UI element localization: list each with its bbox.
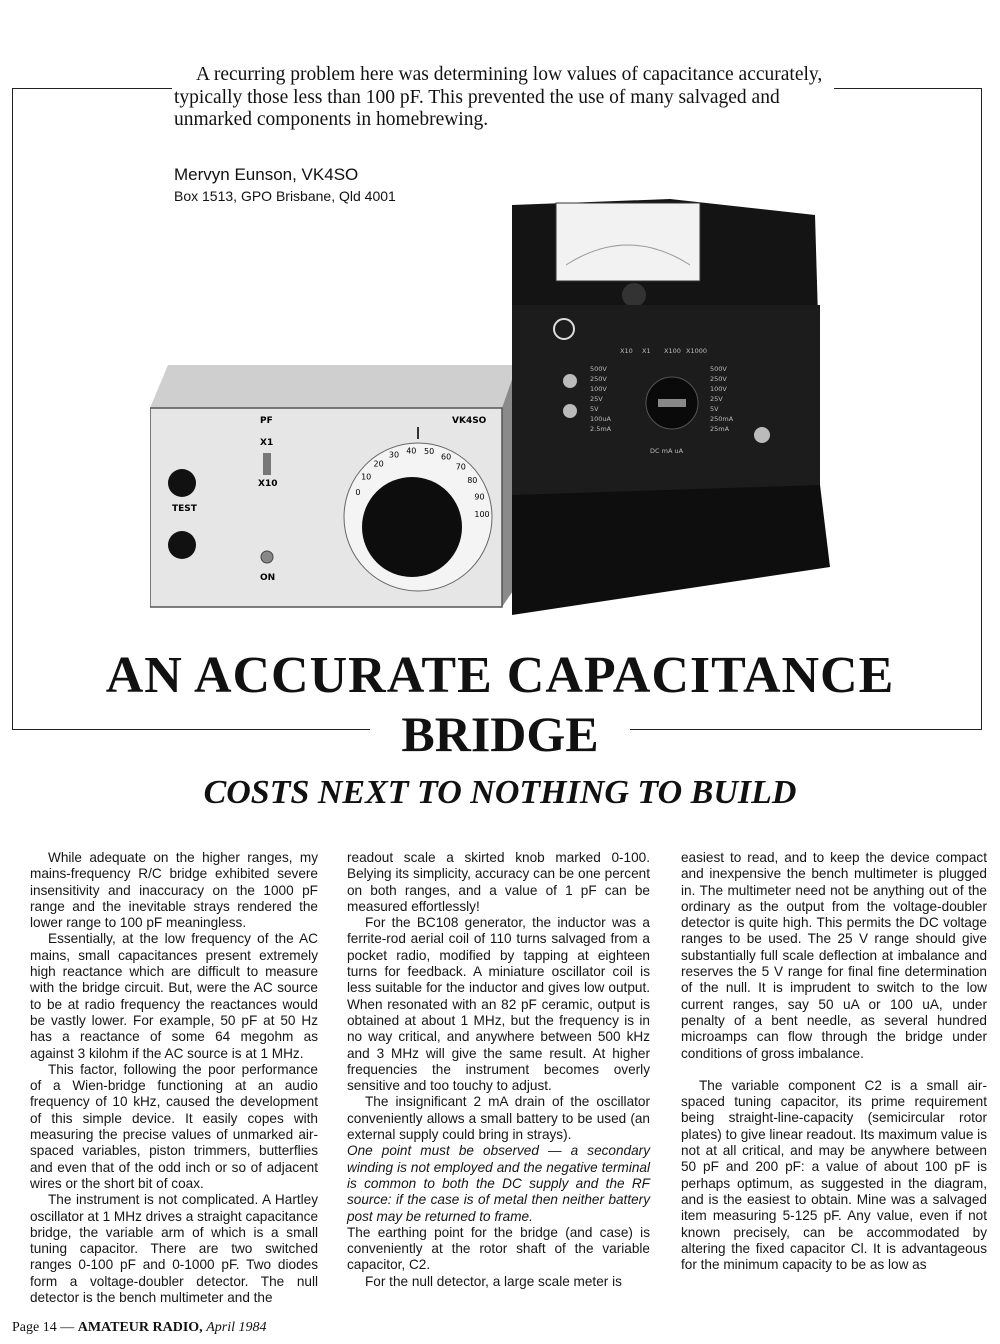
- panel-label-pf: PF: [260, 416, 273, 426]
- box-top: [150, 365, 517, 408]
- dial-scale-label: 50: [424, 447, 435, 456]
- paragraph: readout scale a skirted knob marked 0-100. Belying its simplicity, accuracy can be one percent on both ranges, and a value of 1 pF can be measured effortlessly!: [347, 850, 650, 914]
- meter-range-label: 500V: [710, 365, 727, 373]
- paragraph-gap: [681, 1062, 987, 1078]
- meter-range-label: 250mA: [710, 415, 734, 423]
- meter-range-label: 100uA: [590, 415, 611, 423]
- panel-label-brand: VK4SO: [452, 416, 487, 426]
- panel-label-test: TEST: [172, 504, 197, 514]
- footer-date: April 1984: [206, 1320, 267, 1335]
- meter-base: [512, 485, 830, 615]
- instrument-photo: [150, 195, 830, 615]
- headline-line-2: BRIDGE: [370, 706, 630, 762]
- dial-scale-label: 40: [406, 446, 417, 456]
- subtitle: COSTS NEXT TO NOTHING TO BUILD: [203, 774, 797, 811]
- author-name: Mervyn Eunson, VK4SO: [174, 165, 359, 184]
- headline-line-1: AN ACCURATE CAPACITANCE: [105, 647, 895, 704]
- footer-page: Page 14 —: [12, 1320, 75, 1335]
- paragraph: The insignificant 2 mA drain of the oscillator conveniently allows a small battery to be used (an external supply could bring in strays).: [347, 1094, 650, 1143]
- meter-range-label: 5V: [710, 405, 719, 413]
- paragraph: easiest to read, and to keep the device compact and inexpensive the bench multimeter is plugged in. The multimeter need not be anything out of the ordinary as the output from the voltage-doubler detector is quite high. This permits the DC voltage ranges to be used. The 25 V range should give substantially full scale deflection at imbalance and reserves the 5 V range for final fine determination of the null. It is imprudent to switch to the low current ranges, say 50 uA or 100 uA, under penalty of a bent needle, as several hundred microamps can flow through the bridge under conditions of gross imbalance.: [681, 850, 987, 1061]
- dial-scale-label: 80: [467, 476, 478, 486]
- dial-scale-label: 30: [388, 450, 400, 460]
- meter-jack-3: [754, 427, 770, 443]
- meter-range-label: DC mA uA: [650, 447, 684, 455]
- meter-range-label: 5V: [590, 405, 599, 413]
- dial-scale-label: 60: [441, 452, 452, 462]
- terminal-post: [168, 531, 196, 559]
- meter-jack-1: [563, 374, 577, 388]
- author-address: Box 1513, GPO Brisbane, Qld 4001: [174, 188, 396, 204]
- meter-range-label: 25V: [710, 395, 723, 403]
- dial-scale-label: 10: [361, 472, 372, 482]
- frame-rule-left: [12, 88, 172, 89]
- paragraph: This factor, following the poor performance of a Wien-bridge functioning at an audio frequency of 10 kHz, caused the development of this simple device. It easily copes with measuring the precise values of unmarked air-spaced variables, piston trimmers, butterflies and even that of the odd inch or so of adjacent wires or the short bit of coax.: [30, 1061, 318, 1191]
- paragraph: The instrument is not complicated. A Hartley oscillator at 1 MHz drives a straight capacitance bridge, the variable arm of which is a small tuning capacitor. There are two switched ranges 0-100 pF and 0-1000 pF. Two diodes form a voltage-doubler detector. The null detector is the bench multimeter and the: [30, 1192, 318, 1306]
- dial-knob: [362, 477, 462, 577]
- panel-label-x10: X10: [258, 479, 278, 489]
- dial-scale-label: 70: [455, 462, 466, 472]
- paragraph: While adequate on the higher ranges, my mains-frequency R/C bridge exhibited severe insensitivity and inaccuracy on the 1000 pF range and the inevitable strays rendered the lower range to 100 pF meaningless.: [30, 850, 318, 931]
- paragraph: The variable component C2 is a small air-spaced tuning capacitor, its prime requirement being straight-line-capacity (semicircular rotor plates) to give linear readout. Its maximum value is not at all critical, and may be anywhere between 50 pF and 200 pF: a value of about 100 pF is perhaps optimum, as suggested in the diagram, and is the easiest to obtain. Mine was a salvaged item measuring 5-125 pF. Any value, even if not known precisely, can be accommodated by altering the fixed capacitor Cl. It is advantageous for the minimum capacity to be as low as: [681, 1077, 987, 1273]
- range-toggle: [263, 453, 271, 475]
- test-button: [168, 469, 196, 497]
- meter-range-label: X1000: [686, 347, 707, 355]
- meter-range-label: 2.5mA: [590, 425, 612, 433]
- dial-scale-label: 0: [355, 488, 361, 498]
- dial-scale-label: 20: [373, 459, 384, 469]
- meter-window: [556, 203, 700, 281]
- meter-range-label: 25mA: [710, 425, 730, 433]
- paragraph: For the BC108 generator, the inductor was a ferrite-rod aerial coil of 110 turns salvaged from a pocket radio, modified by tapping at eighteen turns for feedback. A miniature oscillator coil is less suitable for the inductor and gives low output. When resonated with an 82 pF ceramic, output is obtained at about 1 MHz, but the frequency is in no way critical, and anywhere between 500 kHz and 3 MHz will give the same result. At higher frequencies the instrument becomes overly sensitive and too touchy to adjust.: [347, 915, 650, 1094]
- power-switch: [261, 551, 273, 563]
- meter-range-label: 100V: [590, 385, 607, 393]
- panel-label-on: ON: [260, 573, 276, 583]
- column-1: [30, 850, 318, 1306]
- meter-range-label: X1: [642, 347, 651, 355]
- meter-jack-2: [563, 404, 577, 418]
- meter-range-label: X10: [620, 347, 633, 355]
- dial-scale-label: 100: [474, 510, 490, 519]
- paragraph: One point must be observed — a secondary winding is not employed and the negative terminal is common to both the DC supply and the RF source: if the case is of metal then neither battery post may be returned to frame.: [347, 1143, 650, 1224]
- footer-magazine: AMATEUR RADIO,: [77, 1320, 203, 1335]
- meter-range-label: 25V: [590, 395, 603, 403]
- paragraph: Essentially, at the low frequency of the AC mains, small capacitances present extremely high reactance which are difficult to measure with the bridge circuit. But, were the AC source to be at radio frequency the reactances would be vastly lower. For example, 50 pF at 50 Hz has a reactance of some 64 megohm as against 3 kilohm if the AC source is at 1 MHz.: [30, 931, 318, 1061]
- meter-range-label: 500V: [590, 365, 607, 373]
- dial-scale-label: 90: [474, 492, 485, 502]
- frame-rule-right: [826, 88, 982, 89]
- paragraph: For the null detector, a large scale meter is: [365, 1273, 622, 1289]
- zero-adjust: [622, 283, 646, 307]
- column-3: [681, 850, 987, 1273]
- meter-range-label: X100: [664, 347, 681, 355]
- column-2: [347, 850, 650, 1290]
- panel-label-x1: X1: [260, 438, 274, 448]
- meter-range-label: 250V: [710, 375, 727, 383]
- intro-paragraph: A recurring problem here was determining low values of capacitance accurately, typically those less than 100 pF. This prevented the use of many salvaged and unmarked components in homebrewing.: [174, 64, 834, 132]
- meter-range-label: 100V: [710, 385, 727, 393]
- paragraph: The earthing point for the bridge (and case) is conveniently at the rotor shaft of the variable capacitor, C2.: [347, 1224, 650, 1273]
- meter-range-label: 250V: [590, 375, 607, 383]
- page-footer: [12, 1320, 266, 1336]
- selector-pointer: [658, 399, 686, 407]
